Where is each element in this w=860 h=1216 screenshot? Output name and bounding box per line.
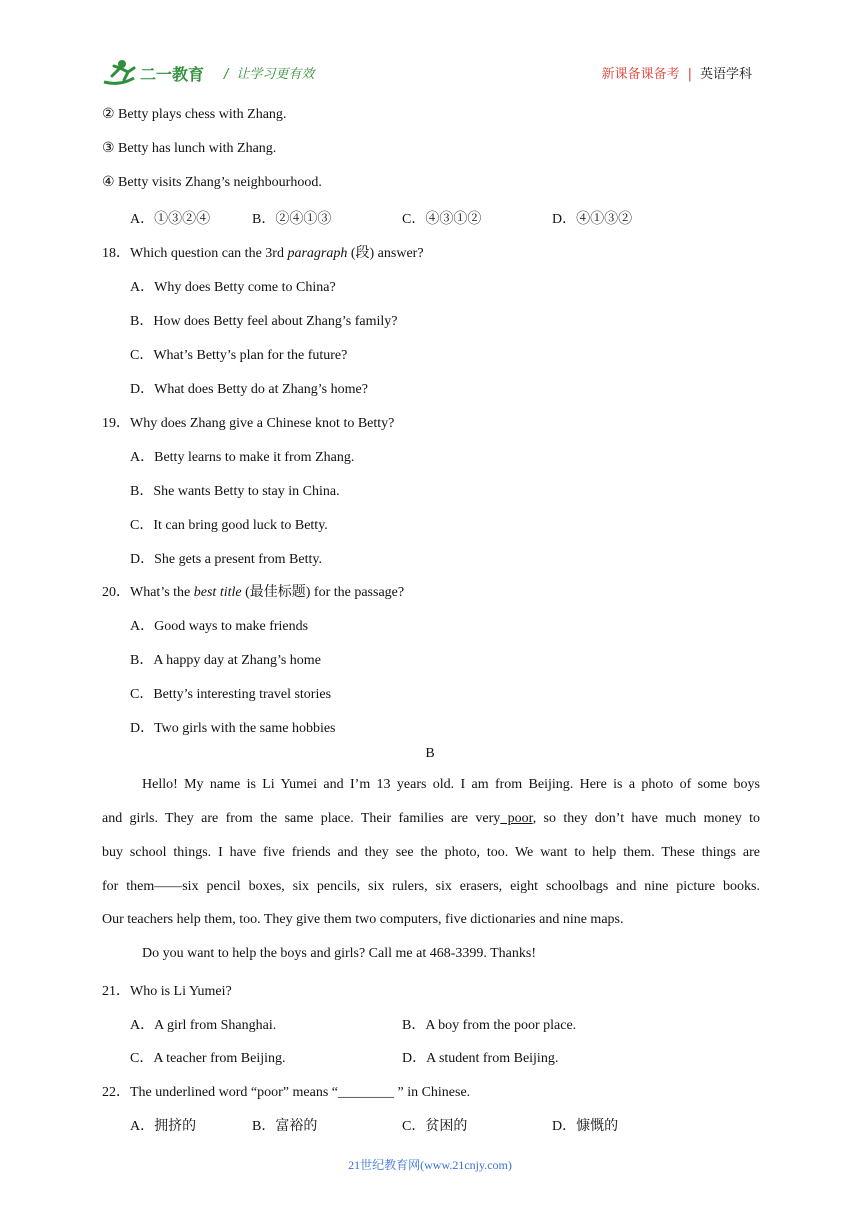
page-footer[interactable]: 21世纪教育网(www.21cnjy.com)	[348, 1158, 512, 1172]
passage-b-line-3: buy school things. I have five friends and they see the photo, too. We want to help them. These things are	[102, 845, 760, 860]
q17-statement-3: ③ Betty has lunch with Zhang.	[102, 141, 277, 156]
q22-option-d[interactable]: D．慷慨的	[552, 1119, 619, 1134]
q19-option-a[interactable]: A．Betty learns to make it from Zhang.	[130, 450, 355, 465]
q22-question: 22．The underlined word “poor” means “________ ” in Chinese.	[102, 1085, 471, 1100]
passage-b-line-1: Hello! My name is Li Yumei and I’m 13 years old. I am from Beijing. Here is a photo of some boys	[142, 777, 760, 792]
q18-option-b[interactable]: B．How does Betty feel about Zhang’s family?	[130, 314, 398, 329]
q20-option-d[interactable]: D．Two girls with the same hobbies	[130, 721, 336, 736]
page-header	[100, 56, 760, 90]
passage-b-line-6: Do you want to help the boys and girls? Call me at 468-3399. Thanks!	[142, 946, 537, 961]
q22-option-c[interactable]: C．贫困的	[402, 1119, 468, 1134]
q20-question: 20．What’s the best title (最佳标题) for the passage?	[102, 585, 405, 600]
q17-option-c[interactable]: C．④③①②	[402, 212, 482, 227]
q18-emphasis: paragraph	[287, 246, 348, 261]
q19-option-b[interactable]: B．She wants Betty to stay in China.	[130, 484, 340, 499]
q21-question: 21．Who is Li Yumei?	[102, 984, 232, 999]
q22-option-b[interactable]: B．富裕的	[252, 1119, 318, 1134]
header-slogan: / 让学习更有效	[224, 67, 315, 82]
q20-option-c[interactable]: C．Betty’s interesting travel stories	[130, 687, 332, 702]
q18-option-c[interactable]: C．What’s Betty’s plan for the future?	[130, 348, 348, 363]
q19-question: 19．Why does Zhang give a Chinese knot to Betty?	[102, 416, 395, 431]
q21-option-a[interactable]: A．A girl from Shanghai.	[130, 1018, 277, 1033]
passage-b-line-4: for them——six pencil boxes, six pencils, six rulers, six erasers, eight schoolbags and nine picture books.	[102, 879, 760, 894]
q18-option-d[interactable]: D．What does Betty do at Zhang’s home?	[130, 382, 368, 397]
q21-option-d[interactable]: D．A student from Beijing.	[402, 1051, 559, 1066]
q17-statement-4: ④ Betty visits Zhang’s neighbourhood.	[102, 175, 322, 190]
q17-statement-2: ② Betty plays chess with Zhang.	[102, 107, 287, 122]
header-subject-label: 英语学科	[699, 67, 752, 82]
header-divider: |	[687, 67, 692, 82]
passage-b-line-5: Our teachers help them, too. They give them two computers, five dictionaries and nine maps.	[102, 912, 624, 927]
q17-option-a[interactable]: A．①③②④	[130, 212, 211, 227]
passage-b-line-2: and girls. They are from the same place. Their families are very poor, so they don’t have much money to	[102, 811, 760, 826]
q22-option-a[interactable]: A．拥挤的	[130, 1119, 197, 1134]
underlined-word-poor: poor	[500, 811, 533, 826]
logo-text: 二一教育	[140, 65, 205, 84]
passage-b-heading: B	[425, 746, 435, 761]
q20-option-a[interactable]: A．Good ways to make friends	[130, 619, 309, 634]
q18-question: 18．Which question can the 3rd paragraph (段) answer?	[102, 246, 424, 261]
q19-option-d[interactable]: D．She gets a present from Betty.	[130, 552, 322, 567]
q19-option-c[interactable]: C．It can bring good luck to Betty.	[130, 518, 328, 533]
q21-option-c[interactable]: C．A teacher from Beijing.	[130, 1051, 286, 1066]
q21-option-b[interactable]: B．A boy from the poor place.	[402, 1018, 577, 1033]
header-course-label: 新课备课备考	[601, 67, 680, 82]
q20-option-b[interactable]: B．A happy day at Zhang’s home	[130, 653, 321, 668]
q18-option-a[interactable]: A．Why does Betty come to China?	[130, 280, 336, 295]
q17-option-d[interactable]: D．④①③②	[552, 212, 633, 227]
logo	[100, 56, 218, 90]
header-subject	[602, 63, 752, 82]
q17-option-b[interactable]: B．②④①③	[252, 212, 332, 227]
q20-emphasis: best title	[193, 585, 242, 600]
slogan-text: 让学习更有效	[236, 67, 315, 82]
